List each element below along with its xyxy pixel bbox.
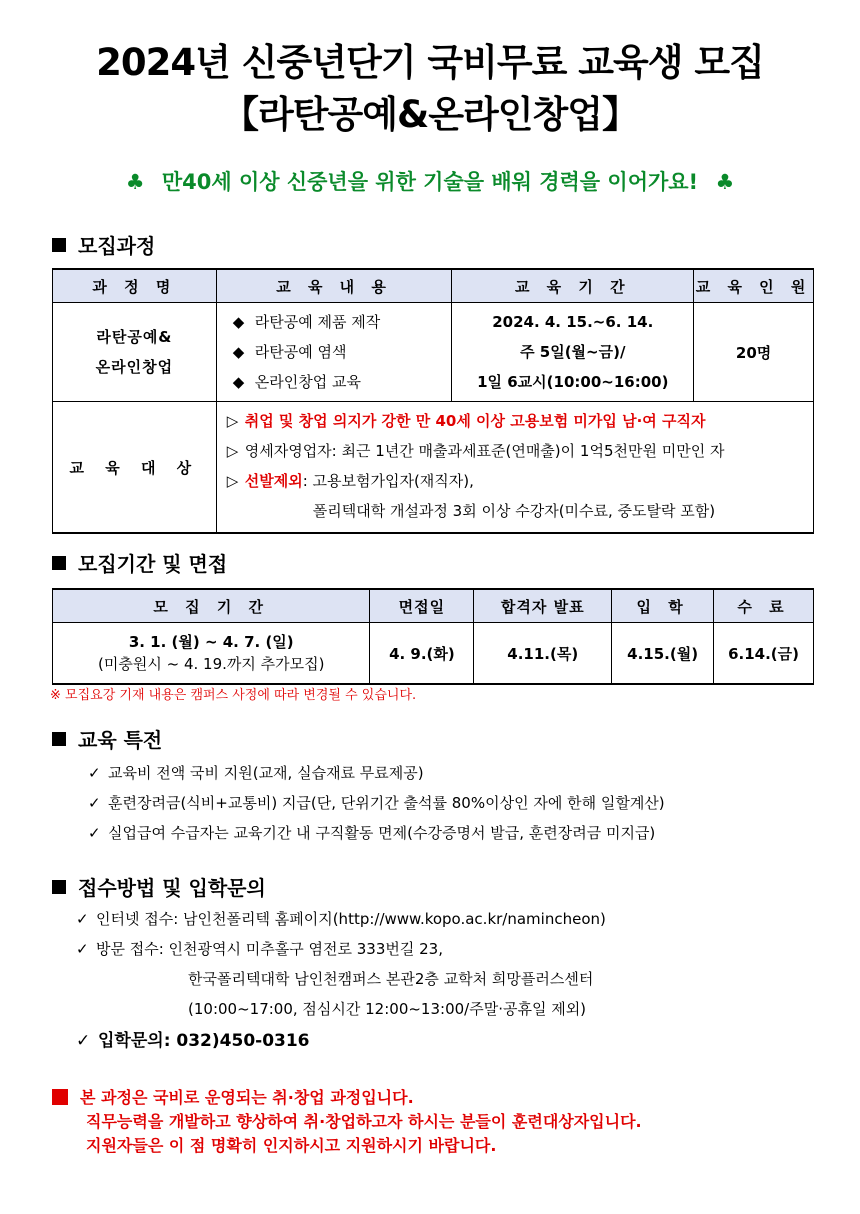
notice-block xyxy=(52,1086,642,1158)
col-header-interview: 면접일 xyxy=(370,589,474,623)
list-item: ◆ 라탄공예 염색 xyxy=(233,337,442,367)
admission-date: 4.15.(월) xyxy=(612,623,714,685)
check-icon: ✓ xyxy=(76,910,89,928)
announce-date: 4.11.(목) xyxy=(474,623,612,685)
square-bullet-icon xyxy=(52,732,66,746)
list-item: ✓ 교육비 전액 국비 지원(교재, 실습재료 무료제공) xyxy=(88,758,665,788)
recruit-period-cell: 3. 1. (월) ~ 4. 7. (일) (미충원시 ~ 4. 19.까지 추가모집) xyxy=(53,623,370,685)
col-header-admission: 입 학 xyxy=(612,589,714,623)
section-heading-course: 모집과정 xyxy=(52,230,155,259)
col-header-period: 교 육 기 간 xyxy=(452,269,694,303)
course-count-cell: 20명 xyxy=(694,303,814,402)
triangle-bullet-icon: ▷ xyxy=(226,412,239,430)
list-item-continued: 한국폴리텍대학 남인천캠퍼스 본관2층 교학처 희망플러스센터 xyxy=(188,970,594,988)
benefits-list xyxy=(88,758,665,848)
square-bullet-icon xyxy=(52,238,66,252)
square-bullet-icon xyxy=(52,556,66,570)
main-title: 2024년 신중년단기 국비무료 교육생 모집 xyxy=(96,41,764,84)
target-item: ▷ 영세자영업자: 최근 1년간 매출과세표준(연매출)이 1억5천만원 미만인 자 xyxy=(227,436,805,466)
notice-line: 본 과정은 국비로 운영되는 취·창업 과정입니다. xyxy=(52,1086,642,1110)
diamond-bullet-icon: ◆ xyxy=(232,313,245,331)
list-item-continued: (10:00~17:00, 점심시간 12:00~13:00/주말·공휴일 제외) xyxy=(188,1000,587,1018)
col-header-recruit-period: 모 집 기 간 xyxy=(53,589,370,623)
check-icon: ✓ xyxy=(76,940,89,958)
col-header-content: 교 육 내 용 xyxy=(216,269,452,303)
recruit-table xyxy=(52,588,814,685)
col-header-completion: 수 료 xyxy=(714,589,814,623)
section-heading-apply: 접수방법 및 입학문의 xyxy=(52,872,266,901)
check-icon: ✓ xyxy=(88,824,101,842)
section-heading-recruit: 모집기간 및 면접 xyxy=(52,548,227,577)
target-item-continued: 폴리텍대학 개설과정 3회 이상 수강자(미수료, 중도탈락 포함) xyxy=(312,502,716,520)
list-item: ◆ 라탄공예 제품 제작 xyxy=(233,307,442,337)
list-item: ◆ 온라인창업 교육 xyxy=(233,367,442,397)
check-icon: ✓ xyxy=(88,794,101,812)
target-label-cell: 교 육 대 상 xyxy=(53,402,217,534)
course-name-cell: 라탄공예& 온라인창업 xyxy=(53,303,217,402)
col-header-count: 교 육 인 원 xyxy=(694,269,814,303)
list-item: ✓ 방문 접수: 인천광역시 미추홀구 염전로 333번길 23, xyxy=(76,934,606,964)
diamond-bullet-icon: ◆ xyxy=(232,343,245,361)
list-item: ✓ 훈련장려금(식비+교통비) 지급(단, 단위기간 출석률 80%이상인 자에 한해 일할계산) xyxy=(88,788,665,818)
notice-line: 직무능력을 개발하고 향상하여 취·창업하고자 하시는 분들이 훈련대상자입니다. xyxy=(86,1112,642,1131)
completion-date: 6.14.(금) xyxy=(714,623,814,685)
list-item: ✓ 실업급여 수급자는 교육기간 내 구직활동 면제(수강증명서 발급, 훈련장려금 미지급) xyxy=(88,818,665,848)
club-icon: ♣ xyxy=(125,170,145,194)
target-item: ▷ 취업 및 창업 의지가 강한 만 40세 이상 고용보험 미가입 남·여 구직자 xyxy=(227,406,805,436)
course-table xyxy=(52,268,814,534)
course-content-cell xyxy=(216,303,452,402)
target-cell xyxy=(216,402,813,534)
red-square-icon xyxy=(52,1089,68,1105)
col-header-announce: 합격자 발표 xyxy=(474,589,612,623)
target-item: ▷ 선발제외: 고용보험가입자(재직자), xyxy=(227,466,805,496)
apply-list xyxy=(76,904,606,1024)
course-period-cell: 2024. 4. 15.~6. 14. 주 5일(월~금)/ 1일 6교시(10:00~16:00) xyxy=(452,303,694,402)
check-icon: ✓ xyxy=(88,764,101,782)
diamond-bullet-icon: ◆ xyxy=(232,373,245,391)
col-header-name: 과 정 명 xyxy=(53,269,217,303)
check-icon: ✓ xyxy=(76,1031,91,1051)
interview-date: 4. 9.(화) xyxy=(370,623,474,685)
inquiry-line: ✓ 입학문의: 032)450-0316 xyxy=(76,1031,310,1051)
triangle-bullet-icon: ▷ xyxy=(226,472,239,490)
club-icon: ♣ xyxy=(715,170,735,194)
notice-line: 지원자들은 이 점 명확히 인지하시고 지원하시기 바랍니다. xyxy=(86,1136,497,1155)
subtitle xyxy=(0,166,860,196)
triangle-bullet-icon: ▷ xyxy=(226,442,239,460)
recruit-note: ※ 모집요강 기재 내용은 캠퍼스 사정에 따라 변경될 수 있습니다. xyxy=(50,688,417,703)
list-item: ✓ 인터넷 접수: 남인천폴리텍 홈페이지(http://www.kopo.ac.kr/namincheon) xyxy=(76,904,606,934)
square-bullet-icon xyxy=(52,880,66,894)
section-heading-benefits: 교육 특전 xyxy=(52,724,162,753)
subtitle-text: 만40세 이상 신중년을 위한 기술을 배워 경력을 이어가요! xyxy=(161,170,699,194)
course-title: 【라탄공예&온라인창업】 xyxy=(222,93,638,136)
